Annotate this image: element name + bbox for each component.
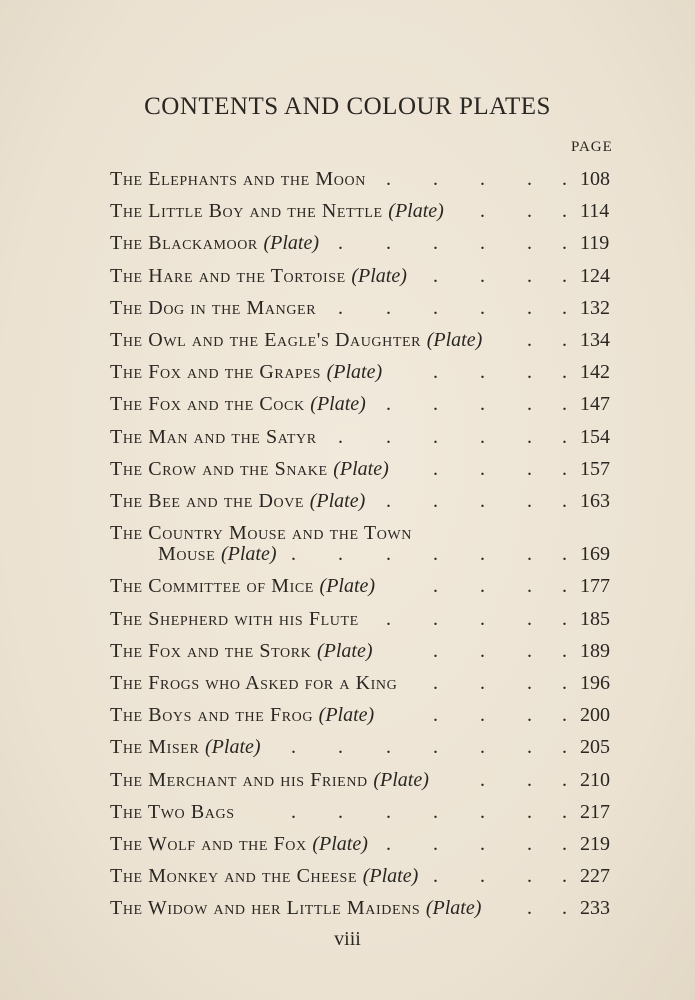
leader-dot: .	[433, 800, 438, 823]
leader-dot: .	[562, 897, 567, 920]
leader-dot: .	[527, 361, 532, 384]
entry-title-text: The Two Bags	[110, 800, 235, 823]
entry-title	[110, 424, 317, 450]
plate-note: (Plate)	[318, 704, 375, 727]
leader-dot: .	[480, 736, 485, 759]
leader-dot: .	[291, 543, 296, 566]
leader-dot: .	[527, 393, 532, 416]
leader-dot: .	[562, 865, 567, 888]
entry-title-text: The Owl and the Eagle's Daughter	[110, 329, 422, 351]
leader-dot: .	[562, 361, 567, 384]
plate-note: (Plate)	[310, 393, 366, 416]
entry-page-number: 177	[580, 575, 610, 598]
leader-dot: .	[291, 800, 296, 823]
contents-entry-continuation	[158, 541, 668, 567]
leader-dot: .	[480, 704, 485, 727]
entry-title-text: The Blackamoor	[110, 232, 258, 255]
entry-title	[110, 895, 481, 921]
leader-dot: .	[433, 833, 438, 855]
leader-dot: .	[433, 704, 438, 727]
leader-dot: .	[386, 800, 391, 823]
contents-entry	[110, 638, 620, 664]
leader-dot: .	[562, 200, 567, 223]
entry-page-number: 147	[580, 393, 610, 416]
contents-entry	[110, 670, 620, 696]
leader-dot: .	[386, 393, 391, 416]
leader-dot: .	[562, 329, 567, 351]
entry-title-text: The Committee of Mice	[110, 575, 314, 598]
leader-dot: .	[562, 168, 567, 190]
entry-title-text: The Little Boy and the Nettle	[110, 200, 383, 223]
contents-entry	[110, 767, 620, 793]
contents-entry	[110, 831, 620, 857]
leader-dot: .	[480, 543, 485, 566]
leader-dot: .	[480, 833, 485, 855]
leader-dot: .	[338, 232, 343, 255]
entry-page-number: 219	[580, 833, 610, 855]
leader-dot: .	[338, 800, 343, 823]
leader-dot: .	[480, 425, 485, 448]
leader-dot: .	[386, 232, 391, 255]
leader-dot: .	[527, 200, 532, 223]
contents-entry	[110, 230, 620, 256]
entry-page-number: 233	[580, 897, 610, 920]
entry-title	[110, 327, 482, 353]
entry-title-text: The Crow and the Snake	[110, 457, 328, 480]
leader-dot: .	[527, 543, 532, 566]
entry-title-text: The Elephants and the Moon	[110, 168, 366, 190]
entry-title	[110, 863, 418, 889]
leader-dot: .	[433, 296, 438, 319]
entry-title-text: The Widow and her Little Maidens	[110, 897, 421, 920]
contents-entry	[110, 734, 620, 760]
leader-dot: .	[480, 168, 485, 190]
entry-page-number: 205	[580, 736, 610, 759]
leader-dot: .	[480, 672, 485, 694]
leader-dot: .	[386, 607, 391, 630]
entry-title-text: The Man and the Satyr	[110, 425, 317, 448]
plate-note: (Plate)	[309, 490, 366, 512]
entry-page-number: 124	[580, 264, 610, 287]
entry-page-number: 169	[580, 543, 610, 566]
contents-entry	[110, 456, 620, 482]
leader-dot: .	[527, 329, 532, 351]
entry-page-number: 154	[580, 425, 610, 448]
leader-dot: .	[562, 425, 567, 448]
leader-dot: .	[527, 736, 532, 759]
leader-dot: .	[527, 768, 532, 791]
leader-dot: .	[480, 800, 485, 823]
leader-dot: .	[480, 296, 485, 319]
entry-page-number: 157	[580, 457, 610, 480]
leader-dot: .	[480, 232, 485, 255]
leader-dot: .	[480, 865, 485, 888]
leader-dot: .	[527, 800, 532, 823]
leader-dot: .	[433, 672, 438, 694]
leader-dot: .	[527, 833, 532, 855]
contents-entry	[110, 424, 620, 450]
leader-dot: .	[527, 704, 532, 727]
entry-page-number: 132	[580, 296, 610, 319]
entry-title-text: The Monkey and the Cheese	[110, 865, 358, 888]
leader-dot: .	[527, 425, 532, 448]
entry-title	[110, 295, 316, 321]
leader-dot: .	[338, 543, 343, 566]
leader-dot: .	[527, 607, 532, 630]
entry-page-number: 119	[580, 232, 610, 255]
leader-dot: .	[480, 768, 485, 791]
leader-dot: .	[527, 672, 532, 694]
plate-note: (Plate)	[333, 457, 389, 480]
leader-dot: .	[562, 833, 567, 855]
entry-title-text: The Fox and the Grapes	[110, 361, 321, 384]
entry-page-number: 200	[580, 704, 610, 727]
contents-entry	[110, 702, 620, 728]
entry-title	[110, 391, 366, 417]
leader-dot: .	[562, 457, 567, 480]
leader-dot: .	[562, 490, 567, 512]
entry-title-text: The Boys and the Frog	[110, 704, 314, 727]
entry-title	[110, 670, 397, 696]
entry-title-text: The Wolf and the Fox	[110, 833, 307, 855]
leader-dot: .	[480, 607, 485, 630]
entry-title	[110, 734, 261, 760]
plate-note: (Plate)	[362, 865, 419, 888]
contents-entry	[110, 295, 620, 321]
leader-dot: .	[562, 736, 567, 759]
contents-entry	[110, 573, 620, 599]
leader-dot: .	[562, 768, 567, 791]
plate-note: (Plate)	[426, 329, 483, 351]
contents-entry	[110, 327, 620, 353]
entry-title-text: The Merchant and his Friend	[110, 768, 368, 791]
contents-entry	[110, 488, 620, 514]
plate-note: (Plate)	[316, 639, 373, 662]
entry-title	[110, 198, 444, 224]
entry-title	[110, 831, 368, 857]
entry-title	[110, 166, 366, 192]
plate-note: (Plate)	[425, 897, 482, 920]
contents-entry	[110, 391, 620, 417]
leader-dot: .	[527, 296, 532, 319]
leader-dot: .	[433, 736, 438, 759]
entry-page-number: 185	[580, 607, 610, 630]
entry-title	[110, 606, 359, 632]
entry-title	[110, 638, 373, 664]
leader-dot: .	[527, 897, 532, 920]
leader-dot: .	[480, 393, 485, 416]
entry-title	[110, 263, 407, 289]
entry-page-number: 196	[580, 672, 610, 694]
leader-dot: .	[433, 232, 438, 255]
leader-dot: .	[480, 457, 485, 480]
leader-dot: .	[480, 200, 485, 223]
folio-number: viii	[334, 928, 361, 950]
contents-entry	[110, 263, 620, 289]
plate-note: (Plate)	[373, 768, 429, 791]
leader-dot: .	[433, 168, 438, 190]
entry-title-text: The Frogs who Asked for a King	[110, 672, 398, 694]
leader-dot: .	[433, 543, 438, 566]
entry-page-number: 189	[580, 639, 610, 662]
contents-entry	[110, 799, 620, 825]
leader-dot: .	[433, 264, 438, 287]
entry-title-text: The Miser	[110, 736, 200, 759]
leader-dot: .	[527, 575, 532, 598]
entry-title-text: The Country Mouse and the Town	[110, 522, 412, 545]
leader-dot: .	[386, 833, 391, 855]
plate-note: (Plate)	[326, 361, 383, 384]
leader-dot: .	[480, 575, 485, 598]
contents-entry	[110, 863, 620, 889]
plate-note: (Plate)	[312, 833, 368, 855]
leader-dot: .	[562, 575, 567, 598]
leader-dot: .	[386, 490, 391, 512]
entry-title	[110, 456, 389, 482]
leader-dot: .	[562, 639, 567, 662]
leader-dot: .	[562, 296, 567, 319]
leader-dot: .	[433, 457, 438, 480]
entry-title	[110, 488, 365, 514]
leader-dot: .	[338, 296, 343, 319]
leader-dot: .	[527, 639, 532, 662]
page-column-label: PAGE	[571, 139, 613, 155]
leader-dot: .	[433, 490, 438, 512]
leader-dot: .	[480, 264, 485, 287]
contents-entry	[110, 606, 620, 632]
plate-note: (Plate)	[220, 543, 277, 566]
entry-title	[110, 799, 235, 825]
leader-dot: .	[433, 361, 438, 384]
entry-title	[110, 573, 375, 599]
leader-dot: .	[433, 865, 438, 888]
plate-note: (Plate)	[205, 736, 261, 759]
entry-page-number: 163	[580, 490, 610, 512]
entry-title	[110, 359, 382, 385]
leader-dot: .	[386, 296, 391, 319]
leader-dot: .	[527, 232, 532, 255]
contents-entry	[110, 166, 620, 192]
leader-dot: .	[433, 575, 438, 598]
leader-dot: .	[562, 607, 567, 630]
leader-dot: .	[562, 232, 567, 255]
entry-title-continued	[158, 541, 276, 567]
leader-dot: .	[480, 361, 485, 384]
entry-title	[110, 767, 429, 793]
page-title: CONTENTS AND COLOUR PLATES	[144, 93, 551, 120]
entry-title-text: The Bee and the Dove	[110, 490, 305, 512]
entry-page-number: 108	[580, 168, 610, 190]
entry-page-number: 134	[580, 329, 610, 351]
entry-title	[110, 702, 374, 728]
plate-note: (Plate)	[263, 232, 319, 255]
entry-title-text: The Fox and the Cock	[110, 393, 305, 416]
plate-note: (Plate)	[319, 575, 376, 598]
plate-note: (Plate)	[351, 264, 407, 287]
leader-dot: .	[291, 736, 296, 759]
contents-entry	[110, 895, 620, 921]
entry-title	[110, 230, 319, 256]
leader-dot: .	[386, 425, 391, 448]
entry-title-text: Mouse	[158, 543, 216, 566]
leader-dot: .	[386, 543, 391, 566]
entry-page-number: 114	[580, 200, 610, 223]
leader-dot: .	[562, 543, 567, 566]
leader-dot: .	[386, 168, 391, 190]
leader-dot: .	[433, 425, 438, 448]
plate-note: (Plate)	[388, 200, 444, 223]
leader-dot: .	[562, 800, 567, 823]
leader-dot: .	[527, 490, 532, 512]
entry-title-text: The Shepherd with his Flute	[110, 607, 359, 630]
leader-dot: .	[527, 865, 532, 888]
leader-dot: .	[433, 639, 438, 662]
entry-page-number: 227	[580, 865, 610, 888]
leader-dot: .	[562, 672, 567, 694]
leader-dot: .	[480, 639, 485, 662]
leader-dot: .	[527, 168, 532, 190]
leader-dot: .	[386, 736, 391, 759]
contents-entry	[110, 359, 620, 385]
leader-dot: .	[480, 490, 485, 512]
leader-dot: .	[433, 393, 438, 416]
leader-dot: .	[562, 393, 567, 416]
contents-entry	[110, 198, 620, 224]
leader-dot: .	[338, 736, 343, 759]
leader-dot: .	[562, 704, 567, 727]
entry-page-number: 142	[580, 361, 610, 384]
entry-title-text: The Dog in the Manger	[110, 296, 317, 319]
entry-title-text: The Hare and the Tortoise	[110, 264, 346, 287]
leader-dot: .	[527, 457, 532, 480]
leader-dot: .	[562, 264, 567, 287]
entry-page-number: 210	[580, 768, 610, 791]
entry-title-text: The Fox and the Stork	[110, 639, 312, 662]
entry-page-number: 217	[580, 800, 610, 823]
leader-dot: .	[433, 607, 438, 630]
leader-dot: .	[527, 264, 532, 287]
leader-dot: .	[338, 425, 343, 448]
